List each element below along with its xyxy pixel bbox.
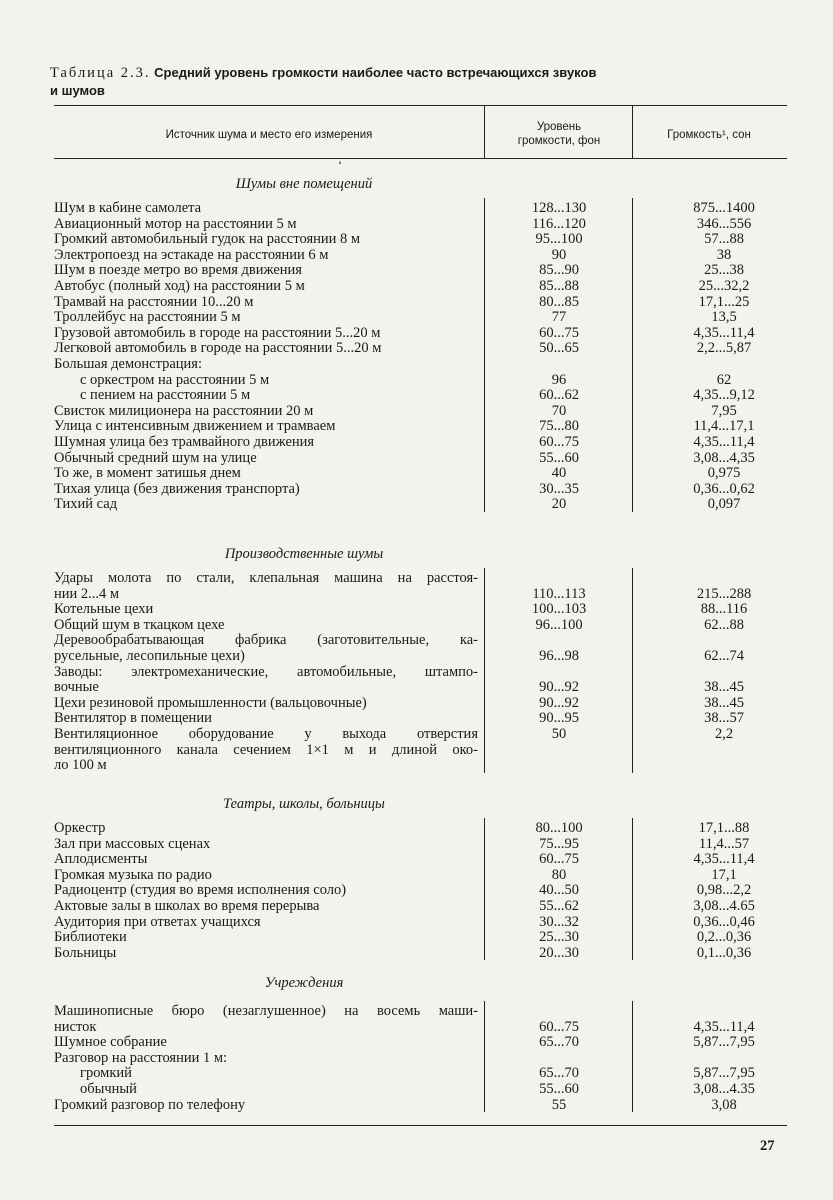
row-level: 90...92 xyxy=(539,679,579,696)
table-row xyxy=(54,664,787,680)
row-loudness: 4,35...11,4 xyxy=(693,1018,755,1035)
column-divider xyxy=(632,198,633,512)
table-row xyxy=(54,340,787,356)
row-loudness: 0,2...0,36 xyxy=(696,929,752,946)
row-level: 20...30 xyxy=(539,944,579,961)
row-level: 85...88 xyxy=(539,278,579,294)
table-row xyxy=(54,742,787,758)
row-level: 128...130 xyxy=(531,200,587,216)
table-row xyxy=(54,851,787,867)
row-source: Свисток милиционера на расстоянии 20 м xyxy=(54,402,314,419)
row-loudness: 0,097 xyxy=(707,496,741,513)
table-row xyxy=(54,679,787,695)
caption-lead: Таблица 2.3. xyxy=(50,65,151,81)
row-source: ло 100 м xyxy=(54,757,107,774)
row-loudness: 38 xyxy=(716,246,732,263)
table-bottom-rule xyxy=(54,1125,787,1126)
row-source: Автобус (полный ход) на расстоянии 5 м xyxy=(54,278,305,294)
row-source: обычный xyxy=(80,1081,137,1097)
row-level: 90...92 xyxy=(539,694,579,711)
table-row xyxy=(54,632,787,648)
row-source: Вентиляционное оборудование у выхода отверстия xyxy=(54,726,478,742)
table-row xyxy=(54,356,787,372)
table-row xyxy=(54,867,787,883)
table-row xyxy=(54,617,787,633)
table-row xyxy=(54,836,787,852)
row-loudness: 4,35...11,4 xyxy=(693,434,755,450)
row-source: громкий xyxy=(80,1065,132,1082)
row-source: Трамвай на расстоянии 10...20 м xyxy=(54,293,254,310)
table-row xyxy=(54,309,787,325)
row-level: 80...85 xyxy=(539,293,579,310)
row-level: 95...100 xyxy=(535,231,583,248)
row-source: Разговор на расстоянии 1 м: xyxy=(54,1049,228,1066)
header-source: Источник шума и место его измерения xyxy=(165,129,373,141)
column-divider xyxy=(484,818,485,960)
row-loudness: 215...288 xyxy=(696,585,752,602)
row-source: Машинописные бюро (незаглушенное) на восемь маши- xyxy=(54,1003,478,1019)
header-divider-1 xyxy=(484,106,485,158)
row-source: Большая демонстрация: xyxy=(54,356,202,372)
row-level: 55...60 xyxy=(539,1081,579,1097)
table-row xyxy=(54,387,787,403)
table-row xyxy=(54,262,787,278)
row-source: Оркестр xyxy=(54,820,106,836)
table-row xyxy=(54,1081,787,1097)
row-loudness: 346...556 xyxy=(696,215,752,232)
row-level: 100...103 xyxy=(531,601,587,618)
table-row xyxy=(54,325,787,341)
column-divider xyxy=(632,568,633,773)
row-loudness: 5,87...7,95 xyxy=(693,1034,755,1051)
row-loudness: 62...88 xyxy=(704,616,744,633)
section-title: Производственные шумы xyxy=(224,546,384,562)
row-source: с оркестром на расстоянии 5 м xyxy=(80,371,270,388)
row-source: То же, в момент затишья днем xyxy=(54,465,241,482)
header-level: Уровень громкости, фон xyxy=(517,121,601,147)
row-level: 75...95 xyxy=(539,835,579,852)
row-loudness: 25...32,2 xyxy=(698,278,750,294)
header-divider-2 xyxy=(632,106,633,158)
row-loudness: 0,36...0,62 xyxy=(693,480,755,497)
row-level: 70 xyxy=(551,402,567,419)
table-row xyxy=(54,1097,787,1113)
row-loudness: 11,4...57 xyxy=(698,835,750,852)
column-divider xyxy=(632,1001,633,1112)
row-source: Котельные цехи xyxy=(54,601,154,618)
section-title: Шумы вне помещений xyxy=(235,176,373,192)
row-source: Авиационный мотор на расстоянии 5 м xyxy=(54,215,297,232)
table-row xyxy=(54,216,787,232)
row-level: 96...98 xyxy=(539,648,579,664)
row-level: 96...100 xyxy=(535,616,583,633)
row-source: Общий шум в ткацком цехе xyxy=(54,616,225,633)
row-level: 50...65 xyxy=(539,340,579,357)
table-row xyxy=(54,929,787,945)
table-row xyxy=(54,1019,787,1035)
row-loudness: 17,1...25 xyxy=(698,293,750,310)
row-source: русельные, лесопильные цехи) xyxy=(54,648,245,664)
table-caption xyxy=(50,64,790,99)
row-loudness: 17,1 xyxy=(711,866,737,883)
row-loudness: 5,87...7,95 xyxy=(693,1065,755,1082)
row-level: 85...90 xyxy=(539,262,579,279)
row-loudness: 0,975 xyxy=(707,465,741,482)
row-source: нии 2...4 м xyxy=(54,585,120,602)
row-source: Вентилятор в помещении xyxy=(54,710,212,727)
row-loudness: 2,2 xyxy=(714,726,734,742)
row-loudness: 2,2...5,87 xyxy=(696,340,752,357)
row-loudness: 38...45 xyxy=(704,679,744,696)
page-number: 27 xyxy=(760,1138,775,1154)
table-row xyxy=(54,695,787,711)
table-row xyxy=(54,945,787,961)
row-source: вентиляционного канала сечением 1×1 м и длиной око- xyxy=(54,741,478,758)
row-level: 80...100 xyxy=(535,820,583,836)
table-row xyxy=(54,450,787,466)
row-level: 77 xyxy=(551,309,567,326)
row-source: Деревообрабатывающая фабрика (заготовительные, ка- xyxy=(54,632,478,649)
row-source: Шум в кабине самолета xyxy=(54,200,202,216)
row-loudness: 57...88 xyxy=(704,231,744,248)
row-source: вочные xyxy=(54,679,99,696)
row-level: 90 xyxy=(551,246,567,263)
row-source: Шумное собрание xyxy=(54,1034,167,1051)
caption-title: Средний уровень громкости наиболее часто встречающихся звуков xyxy=(154,65,597,80)
print-mark: ʻ xyxy=(338,158,342,172)
row-loudness: 38...45 xyxy=(704,694,744,711)
row-level: 110...113 xyxy=(532,585,586,602)
table-row xyxy=(54,418,787,434)
row-source: Обычный средний шум на улице xyxy=(54,449,257,466)
row-loudness: 0,36...0,46 xyxy=(693,913,755,930)
row-loudness: 88...116 xyxy=(700,601,748,618)
table-row xyxy=(54,496,787,512)
table-row xyxy=(54,231,787,247)
row-loudness: 3,08...4.65 xyxy=(693,898,755,914)
table-row xyxy=(54,710,787,726)
row-level: 30...32 xyxy=(539,913,579,930)
table-row xyxy=(54,1065,787,1081)
row-loudness: 62...74 xyxy=(704,648,744,664)
row-source: Радиоцентр (студия во время исполнения соло) xyxy=(54,882,347,899)
row-source: Легковой автомобиль в городе на расстоянии 5...20 м xyxy=(54,340,382,357)
row-loudness: 4,35...11,4 xyxy=(693,851,755,868)
table-row xyxy=(54,570,787,586)
row-source: Больницы xyxy=(54,944,117,961)
row-source: Библиотеки xyxy=(54,929,127,946)
row-source: Заводы: электромеханические, автомобильные, штампо- xyxy=(54,663,478,680)
row-level: 20 xyxy=(551,496,567,513)
row-loudness: 875...1400 xyxy=(693,200,755,216)
row-source: Удары молота по стали, клепальная машина на расстоя- xyxy=(54,570,478,586)
row-level: 40 xyxy=(551,465,567,482)
column-divider xyxy=(484,198,485,512)
table-row xyxy=(54,403,787,419)
row-source: Грузовой автомобиль в городе на расстоянии 5...20 м xyxy=(54,324,381,341)
row-level: 55...60 xyxy=(539,449,579,466)
row-level: 30...35 xyxy=(539,480,579,497)
table-row xyxy=(54,247,787,263)
row-level: 75...80 xyxy=(539,418,579,435)
table-row xyxy=(54,294,787,310)
section-title: Учреждения xyxy=(264,975,344,991)
header-bottom-rule xyxy=(54,158,787,159)
table-row xyxy=(54,372,787,388)
row-level: 90...95 xyxy=(539,710,579,727)
row-level: 55 xyxy=(551,1096,567,1113)
column-divider xyxy=(484,568,485,773)
row-loudness: 3,08...4,35 xyxy=(693,449,755,466)
table-row xyxy=(54,882,787,898)
row-source: с пением на расстоянии 5 м xyxy=(80,387,251,404)
column-divider xyxy=(484,1001,485,1112)
row-loudness: 38...57 xyxy=(704,710,744,727)
row-level: 55...62 xyxy=(539,898,579,914)
column-divider xyxy=(632,818,633,960)
table-row xyxy=(54,820,787,836)
table-row xyxy=(54,465,787,481)
row-level: 80 xyxy=(551,866,567,883)
table-row xyxy=(54,434,787,450)
row-level: 60...75 xyxy=(539,1018,579,1035)
row-source: Улица с интенсивным движением и трамваем xyxy=(54,418,336,435)
header-loudness: Громкость¹, сон xyxy=(667,129,751,141)
table-row xyxy=(54,601,787,617)
row-loudness: 4,35...11,4 xyxy=(693,324,755,341)
table-row xyxy=(54,481,787,497)
row-level: 60...75 xyxy=(539,851,579,868)
row-level: 116...120 xyxy=(532,215,586,232)
row-level: 50 xyxy=(551,726,567,742)
row-level: 96 xyxy=(551,371,567,388)
table-row xyxy=(54,757,787,773)
row-loudness: 0,98...2,2 xyxy=(696,882,752,899)
row-source: Цехи резиновой промышленности (вальцовочные) xyxy=(54,694,367,711)
caption-title-line2: и шумов xyxy=(50,83,105,98)
section-title: Театры, школы, больницы xyxy=(223,796,385,812)
table-row xyxy=(54,586,787,602)
row-loudness: 7,95 xyxy=(711,402,737,419)
row-source: Громкий автомобильный гудок на расстоянии 8 м xyxy=(54,231,361,248)
row-source: нисток xyxy=(54,1018,97,1035)
table-row xyxy=(54,1034,787,1050)
table-row xyxy=(54,726,787,742)
table-row xyxy=(54,278,787,294)
row-source: Электропоезд на эстакаде на расстоянии 6 м xyxy=(54,246,329,263)
row-source: Троллейбус на расстоянии 5 м xyxy=(54,309,241,326)
row-source: Тихая улица (без движения транспорта) xyxy=(54,480,300,497)
row-level: 60...75 xyxy=(539,434,579,450)
row-loudness: 13,5 xyxy=(711,309,737,326)
row-source: Громкий разговор по телефону xyxy=(54,1096,246,1113)
table-top-rule xyxy=(54,105,787,106)
row-source: Зал при массовых сценах xyxy=(54,835,211,852)
row-loudness: 17,1...88 xyxy=(698,820,750,836)
row-loudness: 25...38 xyxy=(704,262,744,279)
row-level: 65...70 xyxy=(539,1065,579,1082)
row-source: Аудитория при ответах учащихся xyxy=(54,913,261,930)
row-source: Тихий сад xyxy=(54,496,118,513)
row-source: Аплодисменты xyxy=(54,851,148,868)
table-row xyxy=(54,648,787,664)
row-source: Громкая музыка по радио xyxy=(54,866,212,883)
row-level: 40...50 xyxy=(539,882,579,899)
row-loudness: 3,08 xyxy=(711,1096,737,1113)
row-level: 60...62 xyxy=(539,387,579,404)
table-row xyxy=(54,200,787,216)
row-loudness: 62 xyxy=(716,371,732,388)
table-row xyxy=(54,1050,787,1066)
row-loudness: 11,4...17,1 xyxy=(693,418,755,435)
row-loudness: 3,08...4.35 xyxy=(693,1081,755,1097)
row-source: Шумная улица без трамвайного движения xyxy=(54,434,315,450)
table-row xyxy=(54,914,787,930)
table-row xyxy=(54,1003,787,1019)
row-loudness: 0,1...0,36 xyxy=(696,944,752,961)
table-row xyxy=(54,898,787,914)
row-source: Шум в поезде метро во время движения xyxy=(54,262,302,279)
row-level: 25...30 xyxy=(539,929,579,946)
row-level: 65...70 xyxy=(539,1034,579,1051)
row-level: 60...75 xyxy=(539,324,579,341)
row-source: Актовые залы в школах во время перерыва xyxy=(54,898,320,914)
row-loudness: 4,35...9,12 xyxy=(693,387,755,404)
